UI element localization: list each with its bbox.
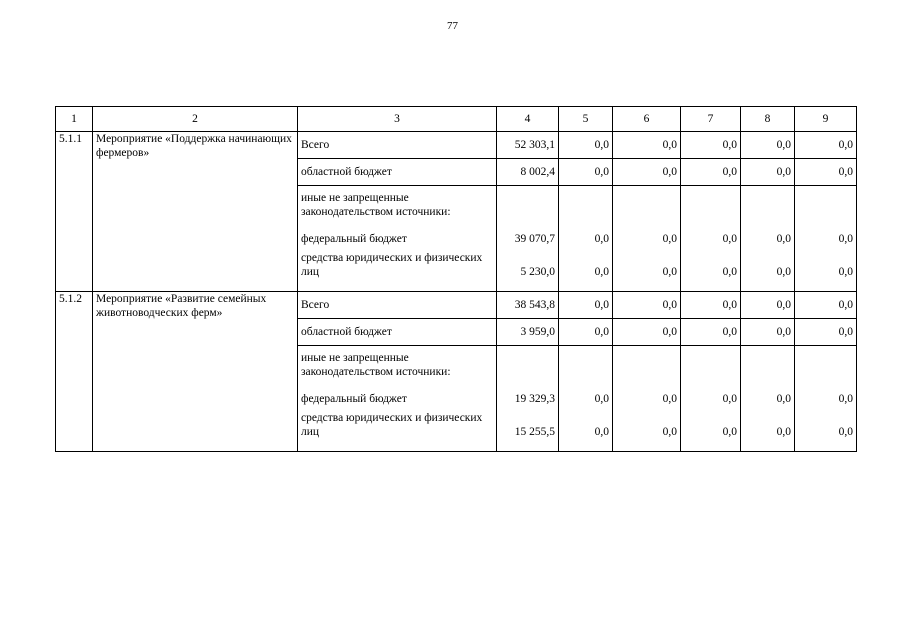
- header-row: [56, 107, 857, 132]
- event-name: Мероприятие «Развитие семейных животноводческих ферм»: [93, 292, 298, 452]
- value-cell: 0,0: [681, 292, 741, 319]
- value-cell: 0,0: [613, 292, 681, 319]
- value-cell: 0,0 0,0: [741, 186, 795, 292]
- value-cell: 0,0: [613, 319, 681, 346]
- value-cell: 0,0 0,0: [681, 186, 741, 292]
- value-cell: 52 303,1: [497, 132, 559, 159]
- value-cell: 8 002,4: [497, 159, 559, 186]
- value-cell: 0,0: [795, 132, 857, 159]
- source-label-federal: федеральный бюджет: [301, 233, 407, 245]
- value-cell: 0,0: [741, 159, 795, 186]
- column-header-2: 2: [93, 107, 298, 132]
- value-cell: 0,0: [559, 319, 613, 346]
- column-header-6: 6: [613, 107, 681, 132]
- value-cell: 0,0 0,0: [613, 186, 681, 292]
- value-cell: 19 329,3 15 255,5: [497, 346, 559, 452]
- value-cell: 0,0: [741, 132, 795, 159]
- column-header-4: 4: [497, 107, 559, 132]
- value-cell: 0,0 0,0: [681, 346, 741, 452]
- source-label-legal: средства юридических и физических лиц: [301, 252, 483, 278]
- value-cell: 0,0 0,0: [795, 186, 857, 292]
- value-cell: 0,0: [681, 132, 741, 159]
- value-cell: 0,0 0,0: [795, 346, 857, 452]
- source-block: [298, 186, 497, 292]
- value-cell: 0,0: [741, 319, 795, 346]
- value-cell: 0,0: [795, 292, 857, 319]
- value-cell: 0,0 0,0: [559, 346, 613, 452]
- source-block: [298, 346, 497, 452]
- source-label-legal: средства юридических и физических лиц: [301, 412, 483, 438]
- value-cell: 0,0: [795, 159, 857, 186]
- column-header-5: 5: [559, 107, 613, 132]
- column-header-7: 7: [681, 107, 741, 132]
- value-cell: 0,0: [559, 132, 613, 159]
- column-header-9: 9: [795, 107, 857, 132]
- event-code: 5.1.2: [56, 292, 93, 452]
- event-code: 5.1.1: [56, 132, 93, 292]
- column-header-1: 1: [56, 107, 93, 132]
- value-cell: 3 959,0: [497, 319, 559, 346]
- column-header-3: 3: [298, 107, 497, 132]
- value-cell: 0,0: [613, 159, 681, 186]
- source-label-regional: областной бюджет: [298, 319, 497, 346]
- source-label-other: иные не запрещенные законодательством источники:: [301, 192, 451, 218]
- column-header-8: 8: [741, 107, 795, 132]
- value-cell: 0,0 0,0: [613, 346, 681, 452]
- event-name: Мероприятие «Поддержка начинающих фермеров»: [93, 132, 298, 292]
- value-cell: 39 070,7 5 230,0: [497, 186, 559, 292]
- source-label-total: Всего: [298, 132, 497, 159]
- source-label-regional: областной бюджет: [298, 159, 497, 186]
- value-cell: 0,0: [681, 159, 741, 186]
- table-row: [56, 292, 857, 319]
- value-cell: 0,0: [681, 319, 741, 346]
- budget-table: [55, 106, 857, 452]
- page-number: 77: [447, 20, 458, 32]
- value-cell: 0,0 0,0: [559, 186, 613, 292]
- value-cell: 38 543,8: [497, 292, 559, 319]
- value-cell: 0,0: [613, 132, 681, 159]
- source-label-federal: федеральный бюджет: [301, 393, 407, 405]
- source-label-total: Всего: [298, 292, 497, 319]
- value-cell: 0,0: [741, 292, 795, 319]
- value-cell: 0,0: [559, 159, 613, 186]
- value-cell: 0,0: [795, 319, 857, 346]
- source-label-other: иные не запрещенные законодательством источники:: [301, 352, 451, 378]
- value-cell: 0,0 0,0: [741, 346, 795, 452]
- table-row: [56, 132, 857, 159]
- value-cell: 0,0: [559, 292, 613, 319]
